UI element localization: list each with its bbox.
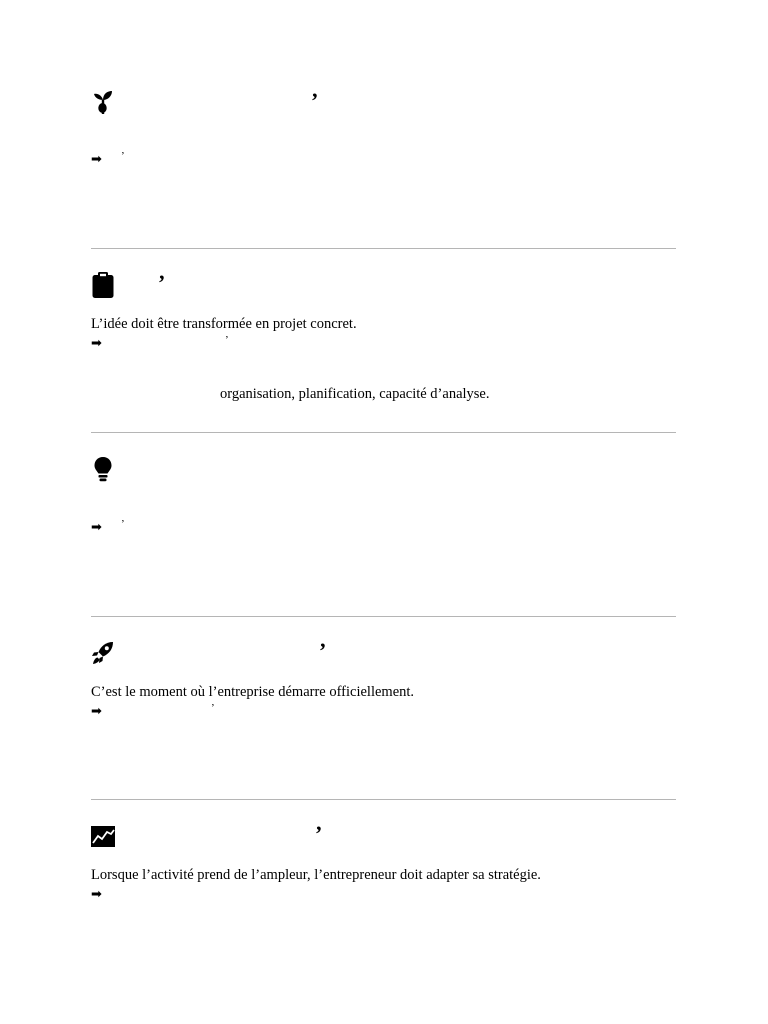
section-divider: [91, 248, 676, 249]
section-divider: [91, 616, 676, 617]
arrow-icon: ➡: [91, 152, 102, 167]
arrow-line-mark: ’: [211, 702, 215, 714]
section-extra-text: organisation, planification, capacité d’analyse.: [220, 386, 490, 402]
section-heading-mark: ’: [158, 270, 166, 295]
section-heading-mark: ’: [319, 638, 327, 663]
arrow-line-mark: ’: [121, 150, 125, 162]
growth-chart-icon: [91, 823, 115, 849]
section-divider: [91, 432, 676, 433]
lightbulb-icon: [91, 456, 115, 482]
seedling-icon: [91, 88, 115, 114]
arrow-icon: ➡: [91, 704, 102, 719]
arrow-icon: ➡: [91, 520, 102, 535]
arrow-line-mark: ’: [225, 334, 229, 346]
section-text: L’idée doit être transformée en projet concret.: [91, 316, 357, 332]
section-heading-mark: ’: [315, 821, 323, 846]
arrow-icon: ➡: [91, 887, 102, 902]
clipboard-icon: [91, 272, 115, 298]
section-text: Lorsque l’activité prend de l’ampleur, l’entrepreneur doit adapter sa stratégie.: [91, 867, 541, 883]
section-divider: [91, 799, 676, 800]
rocket-icon: [91, 640, 115, 666]
section-text: C’est le moment où l’entreprise démarre officiellement.: [91, 684, 415, 700]
section-heading-mark: ’: [311, 88, 319, 113]
arrow-icon: ➡: [91, 336, 102, 351]
arrow-line-mark: ’: [121, 518, 125, 530]
